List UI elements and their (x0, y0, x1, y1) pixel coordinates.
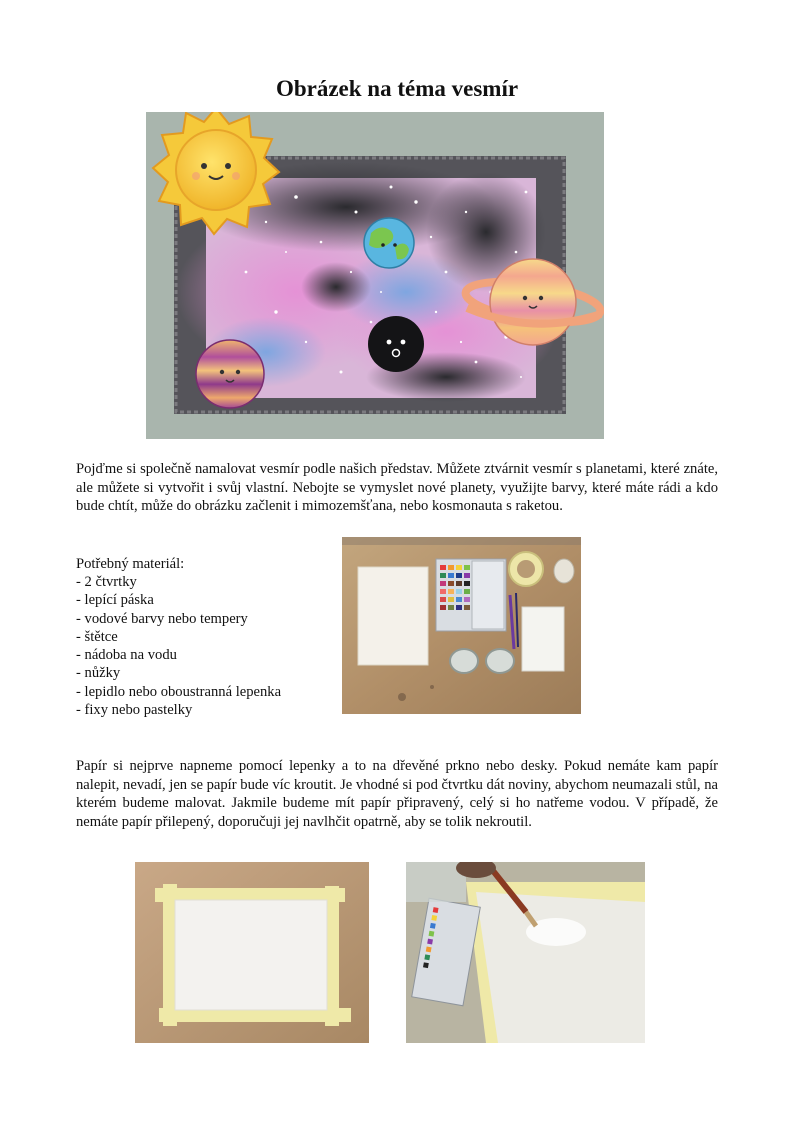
list-item: - lepící páska (76, 591, 281, 609)
wetting-paper-photo (406, 862, 645, 1043)
step1-paragraph: Papír si nejprve napneme pomocí lepenky a to na dřevěné prkno nebo desky. Pokud nemáte kam papír nalepit, nevadí, jen se papír bude víc kroutit. Je vhodné si pod čtvrtku dát noviny, abychom neumazali stůl, na kterém budeme malovat. Jakmile budeme mít papír připravený, celý si ho natřeme vodou. V případě, že nemáte papír přilepený, doporučuji jej navlhčit opatrně, aby se tolik nekroutil. (76, 758, 718, 830)
document-title: Obrázek na téma vesmír (275, 76, 519, 101)
materials-photo (342, 537, 581, 714)
list-item: - nádoba na vodu (76, 646, 281, 664)
taped-paper-photo (135, 862, 369, 1043)
intro-paragraph: Pojďme si společně namalovat vesmír podle našich představ. Můžete ztvárnit vesmír s planetami, které znáte, ale můžete si vytvořit i svůj vlastní. Nebojte se vymyslet nové planety, využijte barvy, které máte rádi a kdo bude chtít, může do obrázku začlenit i mimozemšťana, nebo kosmonauta s raketou. (76, 461, 718, 514)
materials-heading: Potřebný materiál: (76, 556, 185, 572)
materials-list (76, 573, 281, 719)
list-item: - štětce (76, 628, 281, 646)
list-item: - vodové barvy nebo tempery (76, 610, 281, 628)
list-item: - lepidlo nebo oboustranná lepenka (76, 683, 281, 701)
list-item: - fixy nebo pastelky (76, 701, 281, 719)
list-item: - 2 čtvrtky (76, 573, 281, 591)
list-item: - nůžky (76, 664, 281, 682)
finished-space-painting-photo (146, 112, 604, 439)
